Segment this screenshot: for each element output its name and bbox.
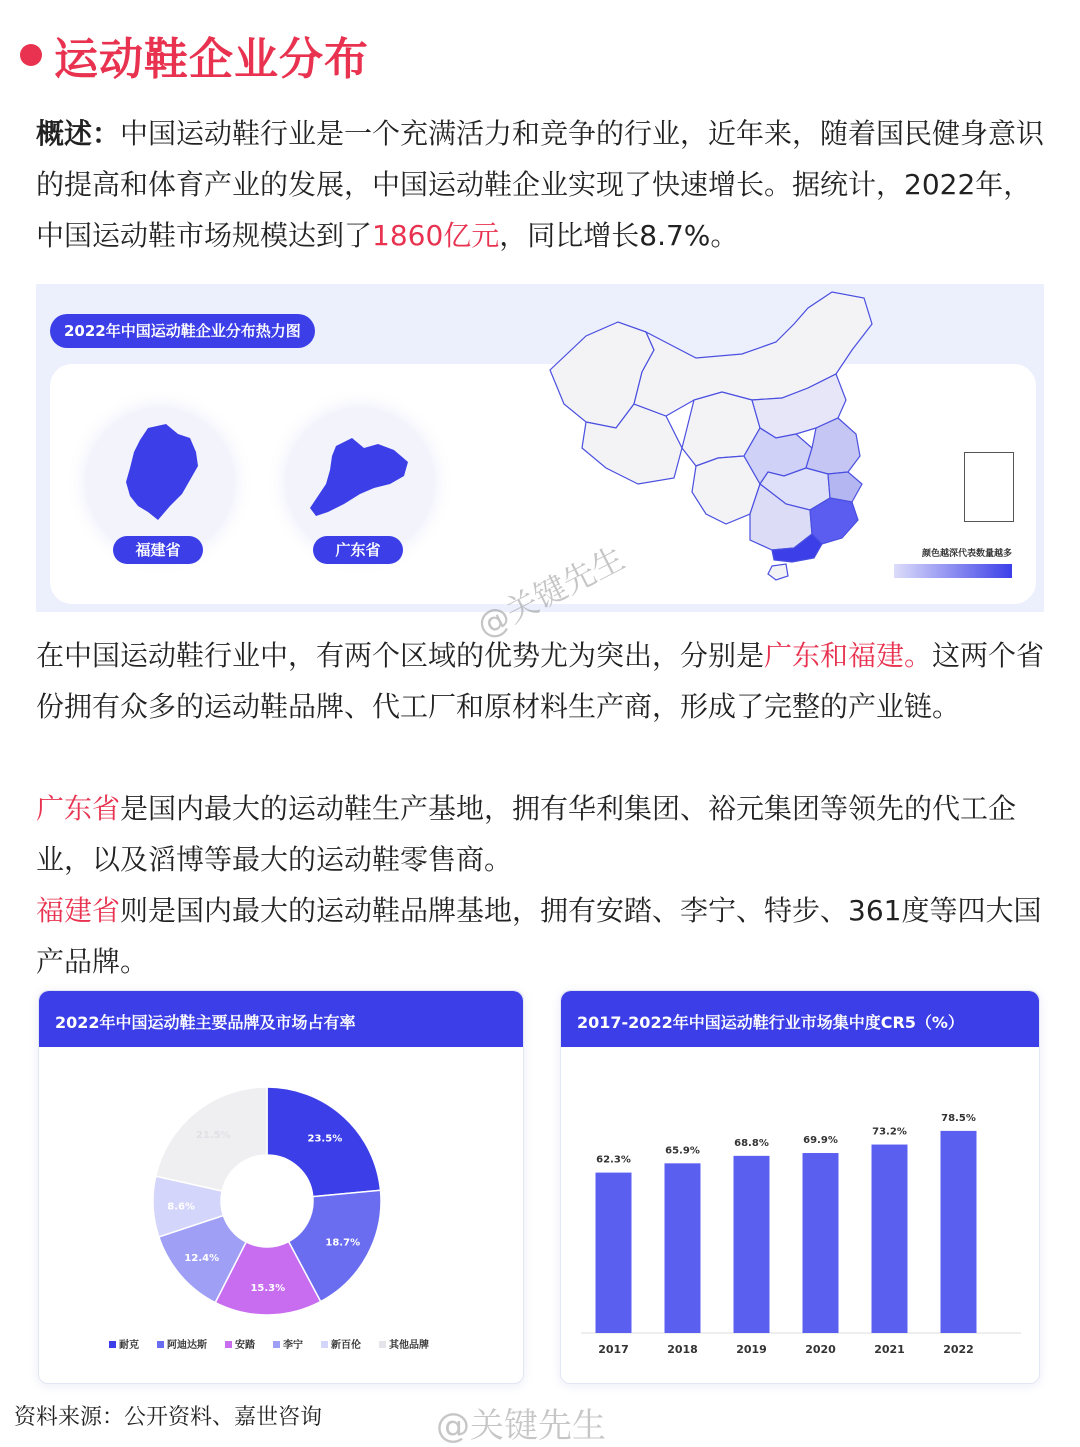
bar-2022 (941, 1131, 977, 1333)
bar-tick-2022: 2022 (943, 1343, 974, 1356)
legend-swatch-安踏 (225, 1341, 232, 1348)
bar-value-2017: 62.3% (596, 1154, 631, 1166)
body-p1-text: 在中国运动鞋行业中，有两个区域的优势尤为突出，分别是 (36, 639, 765, 672)
south-sea-inset (964, 452, 1014, 522)
bar-2021 (872, 1145, 908, 1333)
bar-value-2021: 73.2% (872, 1126, 907, 1138)
guangdong-shape-icon (286, 408, 434, 556)
legend-swatch-新百伦 (321, 1341, 328, 1348)
bar-value-2018: 65.9% (665, 1145, 700, 1157)
body-paragraph-3 (36, 885, 1046, 987)
bar-value-2022: 78.5% (941, 1112, 976, 1124)
market-size-highlight: 1860亿元 (372, 219, 500, 252)
legend-label-阿迪达斯: 阿迪达斯 (167, 1340, 207, 1351)
source-note: 资料来源：公开资料、嘉世咨询 (14, 1405, 323, 1430)
body-p3-text: 则是国内最大的运动鞋品牌基地，拥有安踏、李宁、特步、361度等四大国产品牌。 (36, 894, 1042, 978)
bar-tick-2019: 2019 (736, 1343, 767, 1356)
heatmap-panel (36, 284, 1044, 646)
body-paragraph-1 (36, 630, 1046, 732)
bar-tick-2017: 2017 (598, 1343, 629, 1356)
legend-label-安踏: 安踏 (235, 1340, 255, 1351)
footer-watermark: @关键先生 (436, 1406, 606, 1446)
body-p2-text: 是国内最大的运动鞋生产基地，拥有华利集团、裕元集团等领先的代工企业，以及滔博等最大的运动鞋零售商。 (36, 792, 1017, 876)
legend-label-李宁: 李宁 (283, 1340, 303, 1351)
bar-2018 (665, 1163, 701, 1333)
legend-swatch-阿迪达斯 (157, 1341, 164, 1348)
heatmap-title: 2022年中国运动鞋企业分布热力图 (50, 314, 315, 348)
guangdong-highlight: 广东省 (36, 792, 121, 825)
guangdong-circle (286, 408, 434, 556)
bar-2019 (734, 1156, 770, 1333)
bar-tick-2021: 2021 (874, 1343, 905, 1356)
intro-text-1: 中国运动鞋行业是一个充满活力和竞争的行业，近年来，随着国民健身意识的提高和体育产业的发展，中国运动鞋企业实现了快速增长。据统计，2022年，中国运动鞋市场规模达到了 (36, 117, 1045, 252)
pie-chart-card (38, 990, 524, 1384)
legend-swatch-李宁 (273, 1341, 280, 1348)
pie-label-安踏: 15.3% (250, 1282, 286, 1294)
legend-text: 颜色越深代表数量越多 (922, 549, 1013, 559)
pie-label-其他品牌: 21.5% (195, 1129, 231, 1141)
intro-label: 概述： (36, 117, 121, 150)
legend-label-新百伦: 新百伦 (331, 1340, 361, 1351)
bar-value-2020: 69.9% (803, 1135, 838, 1147)
legend-label-其他品牌: 其他品牌 (389, 1340, 429, 1351)
bar-2020 (803, 1153, 839, 1333)
bar-chart-title: 2017-2022年中国运动鞋行业市场集中度CR5（%） (561, 991, 1039, 1047)
bar-tick-2018: 2018 (667, 1343, 698, 1356)
legend-swatch-耐克 (109, 1341, 116, 1348)
bullet-dot (20, 44, 42, 66)
legend-swatch-其他品牌 (379, 1341, 386, 1348)
fujian-circle (86, 408, 234, 556)
intro-text-2: ，同比增长8.7%。 (499, 219, 739, 252)
pie-chart-title: 2022年中国运动鞋主要品牌及市场占有率 (39, 991, 523, 1047)
bar-value-2019: 68.8% (734, 1137, 769, 1149)
fujian-highlight: 福建省 (36, 894, 121, 927)
bar-chart (561, 1047, 1039, 1383)
legend-gradient-bar (894, 564, 1012, 578)
bar-2017 (596, 1173, 632, 1333)
intro-paragraph (36, 108, 1046, 261)
guangdong-label: 广东省 (313, 536, 403, 564)
body-paragraph-2 (36, 783, 1046, 885)
pie-label-阿迪达斯: 18.7% (325, 1237, 361, 1249)
bar-tick-2020: 2020 (805, 1343, 836, 1356)
pie-label-李宁: 12.4% (184, 1253, 220, 1265)
fujian-shape-icon (86, 408, 234, 556)
page-title-row (20, 26, 369, 84)
fujian-label: 福建省 (113, 536, 203, 564)
regions-highlight: 广东和福建。 (764, 639, 933, 672)
legend-label-耐克: 耐克 (119, 1340, 139, 1351)
pie-label-新百伦: 8.6% (167, 1201, 195, 1213)
map-watermark: @关键先生 (470, 538, 631, 646)
body-p1-text-2: 这两个省份拥有众多的运动鞋品牌、代工厂和原材料生产商，形成了完整的产业链。 (36, 639, 1045, 723)
pie-chart (39, 1047, 523, 1383)
pie-label-耐克: 23.5% (307, 1133, 343, 1145)
bar-chart-card (560, 990, 1040, 1384)
page-title: 运动鞋企业分布 (54, 34, 369, 85)
